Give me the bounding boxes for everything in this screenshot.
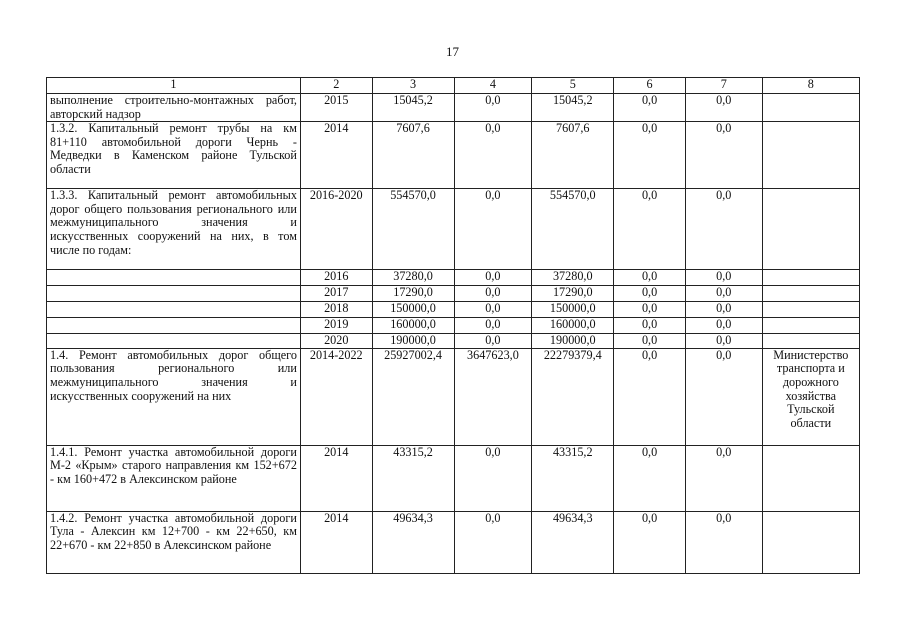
- executor-cell: [762, 94, 859, 122]
- federal-cell: 0,0: [454, 334, 532, 349]
- local-cell: 0,0: [614, 122, 686, 189]
- total-cell: 15045,2: [372, 94, 454, 122]
- other-cell: 0,0: [685, 302, 762, 318]
- table-row: [47, 286, 860, 302]
- local-cell: 0,0: [614, 334, 686, 349]
- regional-cell: 7607,6: [532, 122, 614, 189]
- item-name: выполнение строительно-монтажных работ, авторский надзор: [47, 94, 301, 122]
- total-cell: 43315,2: [372, 445, 454, 511]
- other-cell: 0,0: [685, 189, 762, 270]
- regional-cell: 37280,0: [532, 270, 614, 286]
- header-cell: 1: [47, 78, 301, 94]
- regional-cell: 160000,0: [532, 318, 614, 334]
- table-row: [47, 122, 860, 189]
- table-row: [47, 511, 860, 573]
- regional-cell: 17290,0: [532, 286, 614, 302]
- local-cell: 0,0: [614, 511, 686, 573]
- regional-cell: 49634,3: [532, 511, 614, 573]
- period-cell: 2014: [300, 445, 372, 511]
- regional-cell: 554570,0: [532, 189, 614, 270]
- table-row: [47, 94, 860, 122]
- local-cell: 0,0: [614, 318, 686, 334]
- total-cell: 7607,6: [372, 122, 454, 189]
- executor-cell: [762, 270, 859, 286]
- item-name: 1.4.1. Ремонт участка автомобильной дороги М-2 «Крым» старого направления км 152+672 - км 160+472 в Алексинском районе: [47, 445, 301, 511]
- item-name: [47, 334, 301, 349]
- item-name: 1.3.2. Капитальный ремонт трубы на км 81+110 автомобильной дороги Чернь - Медведки в Каменском районе Тульской области: [47, 122, 301, 189]
- total-cell: 150000,0: [372, 302, 454, 318]
- local-cell: 0,0: [614, 94, 686, 122]
- federal-cell: 0,0: [454, 511, 532, 573]
- period-cell: 2016-2020: [300, 189, 372, 270]
- period-cell: 2015: [300, 94, 372, 122]
- header-cell: 2: [300, 78, 372, 94]
- header-cell: 5: [532, 78, 614, 94]
- federal-cell: 0,0: [454, 94, 532, 122]
- funding-table: [46, 77, 860, 574]
- table-row: [47, 302, 860, 318]
- executor-cell: [762, 286, 859, 302]
- table-row: [47, 318, 860, 334]
- local-cell: 0,0: [614, 270, 686, 286]
- regional-cell: 22279379,4: [532, 348, 614, 445]
- other-cell: 0,0: [685, 94, 762, 122]
- executor-cell: [762, 318, 859, 334]
- local-cell: 0,0: [614, 189, 686, 270]
- period-cell: 2017: [300, 286, 372, 302]
- local-cell: 0,0: [614, 286, 686, 302]
- federal-cell: 0,0: [454, 270, 532, 286]
- period-cell: 2016: [300, 270, 372, 286]
- item-name: 1.3.3. Капитальный ремонт автомобильных дорог общего пользования регионального или межмуниципального значения и искусственных сооружений на них, в том числе по годам:: [47, 189, 301, 270]
- table-row: [47, 334, 860, 349]
- other-cell: 0,0: [685, 445, 762, 511]
- item-name: 1.4.2. Ремонт участка автомобильной дороги Тула - Алексин км 12+700 - км 22+650, км 22+670 - км 22+850 в Алексинском районе: [47, 511, 301, 573]
- other-cell: 0,0: [685, 270, 762, 286]
- header-cell: 4: [454, 78, 532, 94]
- item-name: 1.4. Ремонт автомобильных дорог общего пользования регионального или межмуниципального значения и искусственных сооружений на них: [47, 348, 301, 445]
- other-cell: 0,0: [685, 318, 762, 334]
- header-cell: 3: [372, 78, 454, 94]
- header-cell: 6: [614, 78, 686, 94]
- header-row: [47, 78, 860, 94]
- total-cell: 25927002,4: [372, 348, 454, 445]
- executor-cell: [762, 334, 859, 349]
- total-cell: 49634,3: [372, 511, 454, 573]
- period-cell: 2019: [300, 318, 372, 334]
- table-row: [47, 270, 860, 286]
- period-cell: 2014: [300, 122, 372, 189]
- period-cell: 2014-2022: [300, 348, 372, 445]
- federal-cell: 0,0: [454, 318, 532, 334]
- header-cell: 8: [762, 78, 859, 94]
- executor-cell: [762, 445, 859, 511]
- executor-cell: [762, 511, 859, 573]
- item-name: [47, 286, 301, 302]
- other-cell: 0,0: [685, 348, 762, 445]
- federal-cell: 0,0: [454, 302, 532, 318]
- other-cell: 0,0: [685, 511, 762, 573]
- other-cell: 0,0: [685, 286, 762, 302]
- header-cell: 7: [685, 78, 762, 94]
- federal-cell: 0,0: [454, 286, 532, 302]
- total-cell: 17290,0: [372, 286, 454, 302]
- executor-cell: [762, 189, 859, 270]
- item-name: [47, 302, 301, 318]
- federal-cell: 0,0: [454, 122, 532, 189]
- table-row: [47, 189, 860, 270]
- total-cell: 190000,0: [372, 334, 454, 349]
- executor-cell: [762, 302, 859, 318]
- federal-cell: 0,0: [454, 445, 532, 511]
- federal-cell: 3647623,0: [454, 348, 532, 445]
- local-cell: 0,0: [614, 302, 686, 318]
- other-cell: 0,0: [685, 122, 762, 189]
- total-cell: 37280,0: [372, 270, 454, 286]
- item-name: [47, 318, 301, 334]
- local-cell: 0,0: [614, 348, 686, 445]
- table-row: [47, 445, 860, 511]
- executor-cell: Министерство транспорта и дорожного хозяйства Тульской области: [762, 348, 859, 445]
- period-cell: 2014: [300, 511, 372, 573]
- total-cell: 554570,0: [372, 189, 454, 270]
- executor-cell: [762, 122, 859, 189]
- table-row: [47, 348, 860, 445]
- regional-cell: 43315,2: [532, 445, 614, 511]
- regional-cell: 190000,0: [532, 334, 614, 349]
- period-cell: 2018: [300, 302, 372, 318]
- regional-cell: 150000,0: [532, 302, 614, 318]
- local-cell: 0,0: [614, 445, 686, 511]
- total-cell: 160000,0: [372, 318, 454, 334]
- period-cell: 2020: [300, 334, 372, 349]
- item-name: [47, 270, 301, 286]
- page-number: 17: [446, 44, 459, 59]
- regional-cell: 15045,2: [532, 94, 614, 122]
- federal-cell: 0,0: [454, 189, 532, 270]
- other-cell: 0,0: [685, 334, 762, 349]
